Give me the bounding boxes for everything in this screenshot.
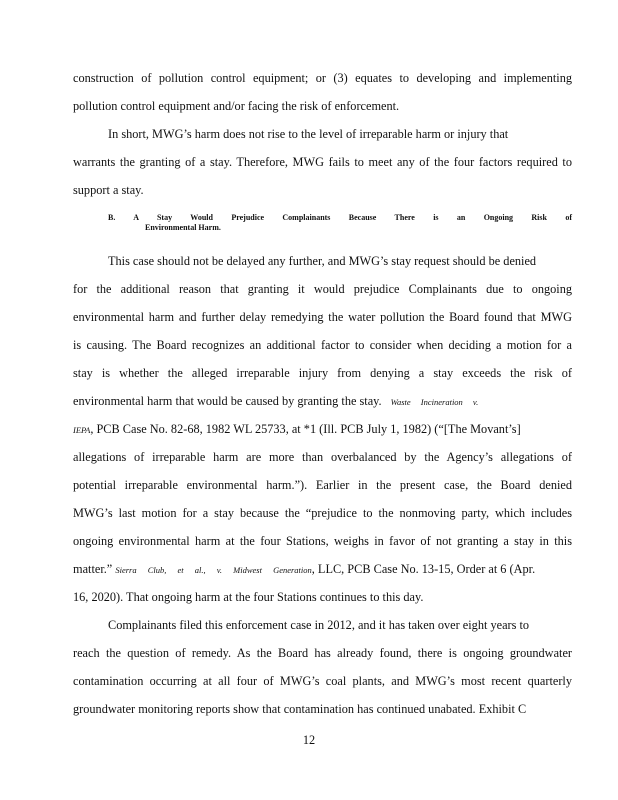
body-text-line: is causing. The Board recognizes an additional factor to consider when deciding a motion for a (73, 338, 572, 352)
body-text-line: 16, 2020). That ongoing harm at the four Stations continues to this day. (73, 590, 424, 604)
citation-text: , PCB Case No. 82-68, 1982 WL 25733, at *1 (Ill. PCB July 1, 1982) (“[The Movant’s] (90, 422, 521, 436)
body-text-line: for the additional reason that granting it would prejudice Complainants due to ongoing (73, 282, 572, 296)
citation-text: , LLC, PCB Case No. 13-15, Order at 6 (Apr. (311, 562, 536, 576)
body-text-line: allegations of irreparable harm are more than overbalanced by the Agency’s allegations of (73, 450, 572, 464)
section-heading-line1: B. A Stay Would Prejudice Complainants Because There is an Ongoing Risk of (108, 213, 572, 222)
citation-case-name: Waste Incineration v. (390, 397, 479, 407)
body-text-line: support a stay. (73, 183, 144, 197)
body-text-line: warrants the granting of a stay. Therefore, MWG fails to meet any of the four factors required to (73, 155, 572, 169)
body-text-span: environmental harm that would be caused by granting the stay. (73, 394, 382, 408)
body-text-line: reach the question of remedy. As the Board has already found, there is ongoing groundwater (73, 646, 572, 660)
citation-party: IEPA (73, 425, 91, 435)
section-heading (108, 213, 572, 233)
body-text-line: construction of pollution control equipment; or (3) equates to developing and implementing (73, 71, 572, 85)
body-text-line (73, 421, 572, 438)
page-number: 12 (302, 733, 316, 747)
body-text-line: This case should not be delayed any further, and MWG’s stay request should be denied (108, 254, 537, 268)
body-text-line: pollution control equipment and/or facing the risk of enforcement. (73, 99, 400, 113)
body-text-line: environmental harm and further delay remedying the water pollution the Board found that MWG (73, 310, 572, 324)
citation-case-name: Sierra Club, et al., v. Midwest Generation (115, 565, 312, 575)
body-text-line (73, 393, 572, 410)
body-text-line (73, 561, 572, 578)
body-text-line: stay is whether the alleged irreparable injury from denying a stay exceeds the risk of (73, 366, 572, 380)
body-text-line: In short, MWG’s harm does not rise to the level of irreparable harm or injury that (108, 127, 509, 141)
body-text-line: Complainants filed this enforcement case in 2012, and it has taken over eight years to (108, 618, 530, 632)
body-text-line: potential irreparable environmental harm.”). Earlier in the present case, the Board denied (73, 478, 572, 492)
body-text-line: MWG’s last motion for a stay because the “prejudice to the nonmoving party, which includes (73, 506, 572, 520)
body-text-span: matter.” (73, 562, 113, 576)
body-text-line: contamination occurring at all four of MWG’s coal plants, and MWG’s most recent quarterly (73, 674, 572, 688)
section-heading-line2: Environmental Harm. (145, 223, 221, 232)
body-text-line: ongoing environmental harm at the four Stations, weighs in favor of not granting a stay in this (73, 534, 572, 548)
body-text-line: groundwater monitoring reports show that contamination has continued unabated. Exhibit C (73, 702, 527, 716)
